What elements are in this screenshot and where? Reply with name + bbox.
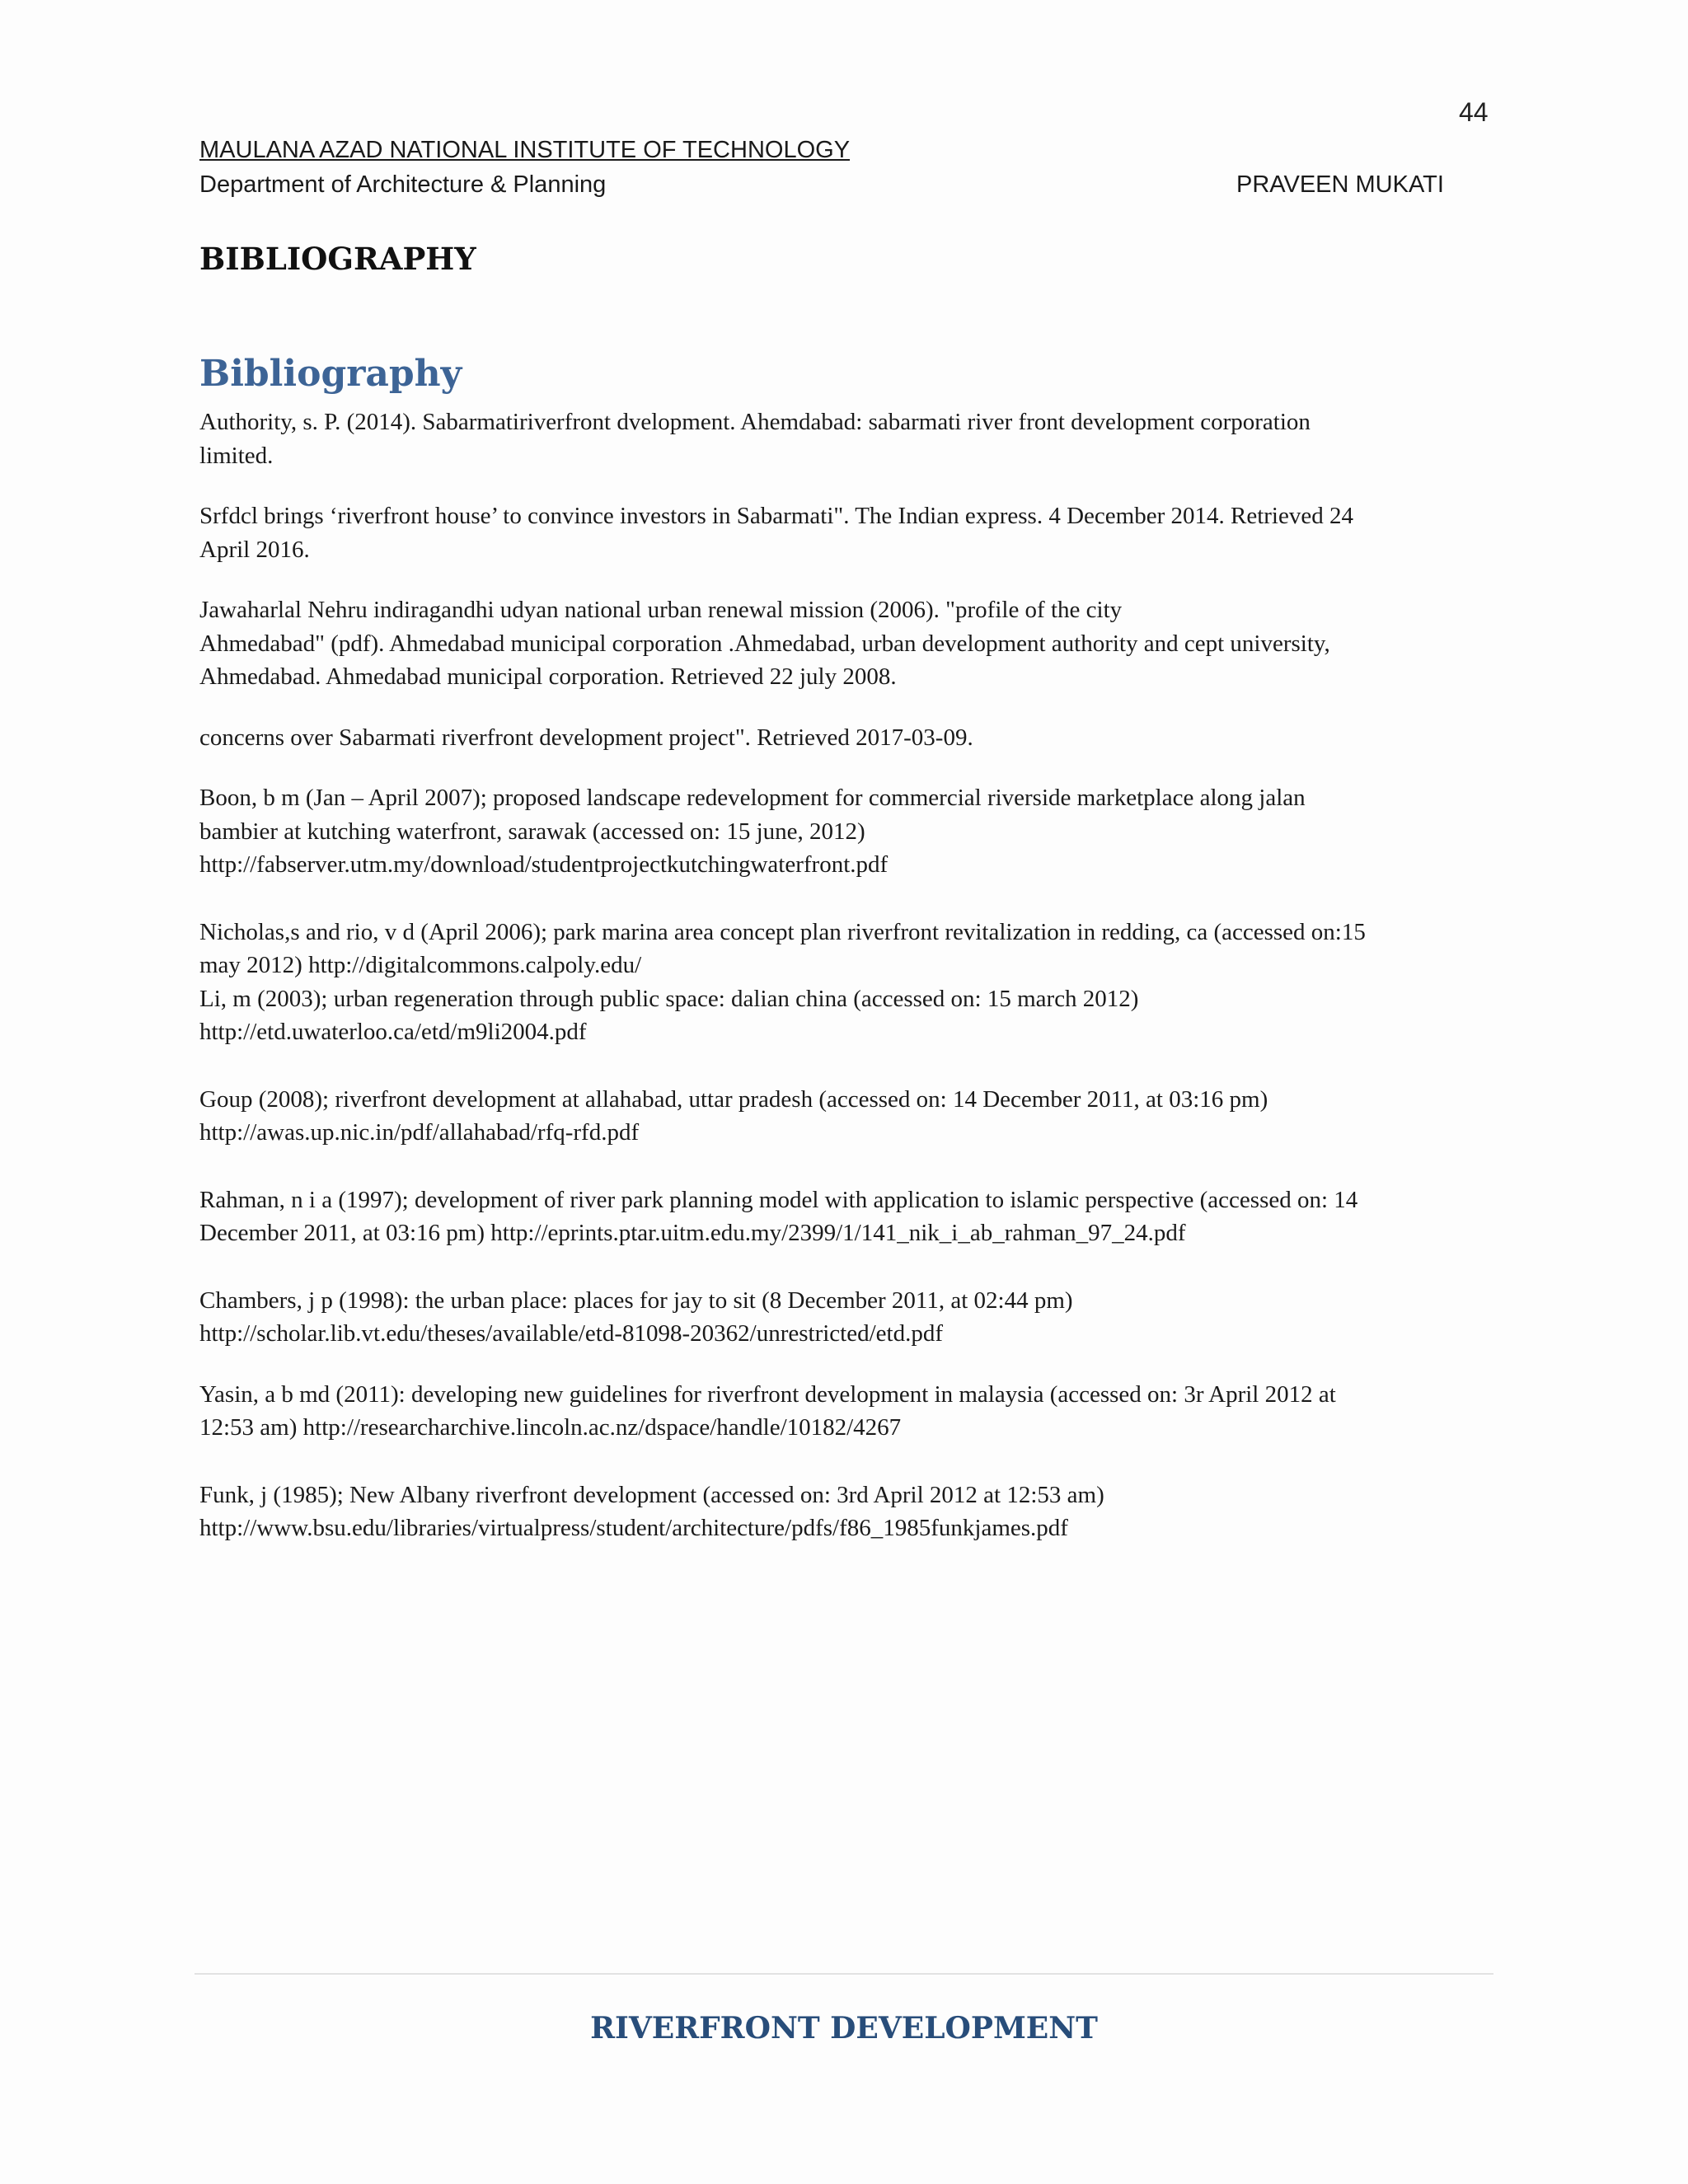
entry-line: Rahman, n i a (1997); development of river park planning model with application to islamic perspective (accessed on: 14 bbox=[199, 1186, 1358, 1213]
bibliography-entry bbox=[199, 1183, 1502, 1250]
bibliography-entry bbox=[199, 1083, 1502, 1150]
entry-line: Ahmedabad. Ahmedabad municipal corporation. Retrieved 22 july 2008. bbox=[199, 663, 897, 690]
entry-line: Goup (2008); riverfront development at allahabad, uttar pradesh (accessed on: 14 December 2011, at 03:16 pm) bbox=[199, 1085, 1268, 1113]
entry-line: Authority, s. P. (2014). Sabarmatiriverfront dvelopment. Ahemdabad: sabarmati river front development corporation bbox=[199, 409, 1311, 435]
entry-line: Li, m (2003); urban regeneration through public space: dalian china (accessed on: 15 march 2012) bbox=[199, 985, 1139, 1012]
entry-line: Srfdcl brings ‘riverfront house’ to convince investors in Sabarmati". The Indian express. 4 December 2014. Retrieved 24 bbox=[199, 503, 1353, 529]
header-author: PRAVEEN MUKATI bbox=[1236, 171, 1444, 198]
bibliography-entry bbox=[199, 781, 1502, 882]
entry-line: Boon, b m (Jan – April 2007); proposed landscape redevelopment for commercial riverside marketplace along jalan bbox=[199, 785, 1306, 811]
entry-link[interactable]: http://scholar.lib.vt.edu/theses/available/etd-81098-20362/unrestricted/etd.pdf bbox=[199, 1320, 944, 1347]
bibliography-entry bbox=[199, 916, 1502, 982]
entry-link[interactable]: http://etd.uwaterloo.ca/etd/m9li2004.pdf bbox=[199, 1019, 587, 1045]
entry-line: Ahmedabad" (pdf). Ahmedabad municipal corporation .Ahmedabad, urban development authority and cept university, bbox=[199, 630, 1330, 657]
bibliography-entry bbox=[199, 593, 1502, 694]
entry-line: Nicholas,s and rio, v d (April 2006); park marina area concept plan riverfront revitalization in redding, ca (accessed on:15 bbox=[199, 918, 1366, 945]
section-title: BIBLIOGRAPHY bbox=[199, 241, 476, 277]
entry-line: 12:53 am) http://researcharchive.lincoln.ac.nz/dspace/handle/10182/4267 bbox=[199, 1414, 902, 1441]
entry-line: Jawaharlal Nehru indiragandhi udyan national urban renewal mission (2006). "profile of the city bbox=[199, 597, 1123, 623]
bibliography-entry bbox=[199, 1284, 1502, 1351]
entry-line: April 2016. bbox=[199, 536, 310, 563]
bibliography-entry bbox=[199, 405, 1502, 472]
entry-line: concerns over Sabarmati riverfront development project". Retrieved 2017-03-09. bbox=[199, 724, 973, 751]
entry-line: Funk, j (1985); New Albany riverfront development (accessed on: 3rd April 2012 at 12:53 am) bbox=[199, 1481, 1104, 1508]
entry-link[interactable]: http://www.bsu.edu/libraries/virtualpress/student/architecture/pdfs/f86_1985funkjames.pdf bbox=[199, 1515, 1068, 1541]
bibliography-list bbox=[199, 405, 1502, 1545]
bibliography-heading: Bibliography bbox=[199, 353, 462, 395]
bibliography-entry bbox=[199, 1479, 1502, 1545]
footer-divider bbox=[195, 1973, 1493, 1975]
entry-link[interactable]: http://fabserver.utm.my/download/studentprojectkutchingwaterfront.pdf bbox=[199, 851, 889, 878]
bibliography-entry bbox=[199, 982, 1502, 1049]
header-institute-name: MAULANA AZAD NATIONAL INSTITUTE OF TECHNOLOGY bbox=[199, 137, 851, 163]
entry-line: December 2011, at 03:16 pm) http://eprints.ptar.uitm.edu.my/2399/1/141_nik_i_ab_rahman_97_24.pdf bbox=[199, 1220, 1186, 1246]
entry-line: Chambers, j p (1998): the urban place: places for jay to sit (8 December 2011, at 02:44 pm) bbox=[199, 1286, 1073, 1314]
bibliography-entry bbox=[199, 1378, 1502, 1445]
bibliography-entry bbox=[199, 721, 1502, 755]
bibliography-entry bbox=[199, 499, 1502, 566]
entry-line: may 2012) http://digitalcommons.calpoly.edu/ bbox=[199, 952, 642, 978]
entry-line: bambier at kutching waterfront, sarawak (accessed on: 15 june, 2012) bbox=[199, 818, 865, 845]
entry-link[interactable]: http://awas.up.nic.in/pdf/allahabad/rfq-rfd.pdf bbox=[199, 1119, 640, 1146]
entry-line: Yasin, a b md (2011): developing new guidelines for riverfront development in malaysia (accessed on: 3r April 2012 at bbox=[199, 1380, 1336, 1408]
header-department: Department of Architecture & Planning bbox=[199, 171, 607, 198]
entry-line: limited. bbox=[199, 442, 274, 469]
page-number: 44 bbox=[1459, 97, 1489, 127]
footer-title: RIVERFRONT DEVELOPMENT bbox=[590, 2011, 1098, 2046]
